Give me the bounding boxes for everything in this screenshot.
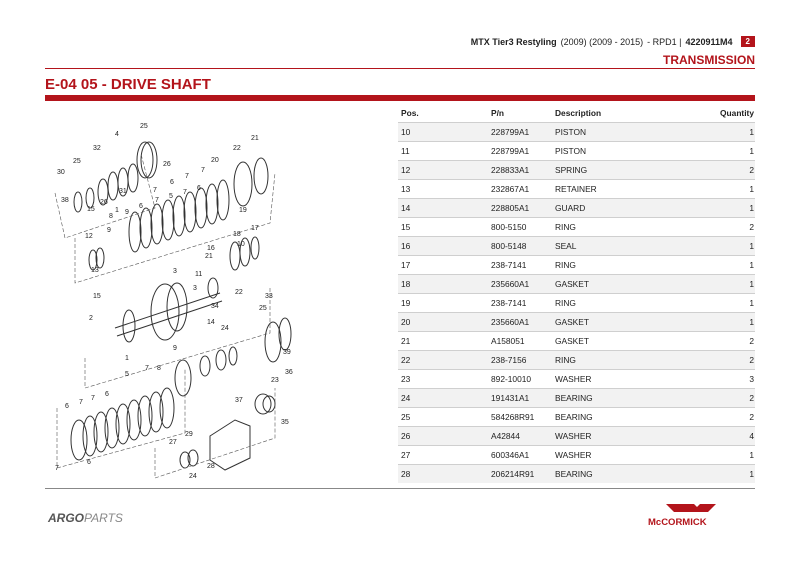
cell-pos: 24 bbox=[398, 388, 488, 407]
callout: 7 bbox=[153, 187, 157, 194]
callout: 8 bbox=[109, 213, 113, 220]
callout: 24 bbox=[189, 473, 197, 480]
cell-quantity: 2 bbox=[669, 350, 755, 369]
callout: 5 bbox=[125, 371, 129, 378]
page-number-badge: 2 bbox=[741, 36, 755, 47]
cell-pn: 238-7141 bbox=[488, 255, 552, 274]
cell-description: GASKET bbox=[552, 331, 669, 350]
callout: 26 bbox=[100, 199, 108, 206]
callout: 38 bbox=[61, 197, 69, 204]
cell-pn: 238-7141 bbox=[488, 293, 552, 312]
cell-pos: 28 bbox=[398, 464, 488, 483]
cell-pn: 228833A1 bbox=[488, 160, 552, 179]
cell-pos: 11 bbox=[398, 141, 488, 160]
cell-pn: A158051 bbox=[488, 331, 552, 350]
callout: 7 bbox=[145, 365, 149, 372]
table-row bbox=[398, 312, 755, 331]
cell-pos: 17 bbox=[398, 255, 488, 274]
table-row bbox=[398, 198, 755, 217]
cell-pn: 228799A1 bbox=[488, 122, 552, 141]
cell-description: GASKET bbox=[552, 312, 669, 331]
callout: 17 bbox=[251, 225, 259, 232]
main-shaft bbox=[115, 278, 222, 342]
cell-quantity: 2 bbox=[669, 388, 755, 407]
callout: 22 bbox=[233, 145, 241, 152]
callout: 2 bbox=[89, 315, 93, 322]
title-bar bbox=[45, 95, 755, 101]
cell-description: GUARD bbox=[552, 198, 669, 217]
cell-description: WASHER bbox=[552, 445, 669, 464]
callout: 29 bbox=[185, 431, 193, 438]
callout: 15 bbox=[93, 293, 101, 300]
callout: 9 bbox=[107, 227, 111, 234]
callout: 34 bbox=[211, 303, 219, 310]
page-title: E-04 05 - DRIVE SHAFT bbox=[45, 76, 211, 93]
cell-quantity: 1 bbox=[669, 312, 755, 331]
cell-quantity: 1 bbox=[669, 236, 755, 255]
cell-pn: 600346A1 bbox=[488, 445, 552, 464]
upper-clutch-pack bbox=[129, 158, 268, 252]
cell-pn: 584268R91 bbox=[488, 407, 552, 426]
table-row bbox=[398, 179, 755, 198]
callout: 1 bbox=[115, 207, 119, 214]
callout: 9 bbox=[173, 345, 177, 352]
cell-description: GASKET bbox=[552, 274, 669, 293]
callout: 7 bbox=[91, 395, 95, 402]
header-divider bbox=[45, 68, 755, 69]
column-header-description: Description bbox=[555, 107, 602, 118]
callout: 21 bbox=[251, 135, 259, 142]
table-row bbox=[398, 350, 755, 369]
table-row bbox=[398, 293, 755, 312]
callout: 7 bbox=[183, 189, 187, 196]
cell-description: RING bbox=[552, 255, 669, 274]
callout: 3 bbox=[173, 268, 177, 275]
callout: 12 bbox=[85, 233, 93, 240]
table-row bbox=[398, 426, 755, 445]
cell-pos: 15 bbox=[398, 217, 488, 236]
table-row bbox=[398, 274, 755, 293]
cell-quantity: 2 bbox=[669, 160, 755, 179]
callout: 6 bbox=[65, 403, 69, 410]
cell-description: RING bbox=[552, 293, 669, 312]
table-row bbox=[398, 369, 755, 388]
callout: 7 bbox=[55, 465, 59, 472]
cell-pos: 19 bbox=[398, 293, 488, 312]
cell-pos: 21 bbox=[398, 331, 488, 350]
callout: 36 bbox=[285, 369, 293, 376]
cell-quantity: 4 bbox=[669, 426, 755, 445]
table-row bbox=[398, 217, 755, 236]
column-header-pos: Pos. bbox=[401, 107, 419, 118]
cell-pos: 14 bbox=[398, 198, 488, 217]
cell-pn: 235660A1 bbox=[488, 312, 552, 331]
cell-description: BEARING bbox=[552, 388, 669, 407]
table-row bbox=[398, 122, 755, 141]
table-row bbox=[398, 388, 755, 407]
callout: 25 bbox=[140, 123, 148, 130]
parts-table bbox=[398, 104, 755, 483]
callout: 27 bbox=[169, 439, 177, 446]
cell-quantity: 1 bbox=[669, 198, 755, 217]
cell-quantity: 1 bbox=[669, 122, 755, 141]
callout: 15 bbox=[87, 206, 95, 213]
upper-gear-assembly bbox=[74, 142, 157, 212]
callout: 7 bbox=[79, 399, 83, 406]
lower-housing bbox=[180, 394, 275, 470]
callout: 26 bbox=[163, 161, 171, 168]
callout: 25 bbox=[73, 158, 81, 165]
cell-pn: 228805A1 bbox=[488, 198, 552, 217]
table-row bbox=[398, 407, 755, 426]
callout: 4 bbox=[115, 131, 119, 138]
cell-pos: 20 bbox=[398, 312, 488, 331]
cell-pos: 22 bbox=[398, 350, 488, 369]
callout: 6 bbox=[105, 391, 109, 398]
cell-quantity: 1 bbox=[669, 293, 755, 312]
callout: 18 bbox=[233, 231, 241, 238]
callout: 37 bbox=[235, 397, 243, 404]
table-header-row bbox=[398, 104, 755, 122]
cell-quantity: 1 bbox=[669, 141, 755, 160]
cell-quantity: 1 bbox=[669, 179, 755, 198]
cell-pn: A42844 bbox=[488, 426, 552, 445]
column-header-quantity: Quantity bbox=[720, 107, 754, 118]
callout: 24 bbox=[221, 325, 229, 332]
callout: 6 bbox=[87, 459, 91, 466]
callout: 14 bbox=[207, 319, 215, 326]
callout: 6 bbox=[170, 179, 174, 186]
cell-description: RING bbox=[552, 217, 669, 236]
cell-pos: 16 bbox=[398, 236, 488, 255]
mccormick-wordmark: McCORMICK bbox=[648, 517, 707, 528]
cell-quantity: 2 bbox=[669, 217, 755, 236]
cell-quantity: 1 bbox=[669, 445, 755, 464]
cell-pos: 26 bbox=[398, 426, 488, 445]
cell-pn: 206214R91 bbox=[488, 464, 552, 483]
callout: 23 bbox=[271, 377, 279, 384]
callout: 5 bbox=[169, 193, 173, 200]
header-document-info bbox=[471, 36, 755, 47]
callout: 6 bbox=[139, 203, 143, 210]
table-row bbox=[398, 141, 755, 160]
callout: 19 bbox=[239, 207, 247, 214]
callout: 13 bbox=[91, 267, 99, 274]
lower-clutch-pack bbox=[71, 318, 291, 460]
cell-pn: 238-7156 bbox=[488, 350, 552, 369]
table-row bbox=[398, 331, 755, 350]
cell-pos: 18 bbox=[398, 274, 488, 293]
cell-quantity: 1 bbox=[669, 464, 755, 483]
callout: 1 bbox=[125, 355, 129, 362]
cell-description: PISTON bbox=[552, 141, 669, 160]
callout: 9 bbox=[125, 209, 129, 216]
cell-description: WASHER bbox=[552, 369, 669, 388]
cell-description: PISTON bbox=[552, 122, 669, 141]
cell-quantity: 2 bbox=[669, 407, 755, 426]
exploded-parts-diagram bbox=[45, 108, 335, 488]
callout: 39 bbox=[283, 349, 291, 356]
callout: 3 bbox=[193, 285, 197, 292]
model-code: - RPD1 | bbox=[647, 36, 682, 47]
table-row bbox=[398, 464, 755, 483]
cell-description: SEAL bbox=[552, 236, 669, 255]
cell-pn: 892-10010 bbox=[488, 369, 552, 388]
argoparts-logo: ARGOPARTS bbox=[48, 511, 123, 525]
table-body bbox=[398, 122, 755, 483]
cell-quantity: 1 bbox=[669, 274, 755, 293]
model-name: MTX Tier3 Restyling bbox=[470, 36, 557, 47]
upper-rings bbox=[89, 237, 259, 270]
callout: 22 bbox=[235, 289, 243, 296]
cell-pos: 25 bbox=[398, 407, 488, 426]
table-row bbox=[398, 255, 755, 274]
cell-pn: 228799A1 bbox=[488, 141, 552, 160]
cell-pos: 27 bbox=[398, 445, 488, 464]
model-years: (2009) (2009 - 2015) bbox=[560, 36, 644, 47]
cell-pn: 235660A1 bbox=[488, 274, 552, 293]
callout: 21 bbox=[205, 253, 213, 260]
cell-description: BEARING bbox=[552, 407, 669, 426]
callout: 28 bbox=[207, 463, 215, 470]
cell-pos: 10 bbox=[398, 122, 488, 141]
callout: 7 bbox=[201, 167, 205, 174]
cell-description: SPRING bbox=[552, 160, 669, 179]
cell-description: BEARING bbox=[552, 464, 669, 483]
cell-pos: 12 bbox=[398, 160, 488, 179]
callout: 25 bbox=[259, 305, 267, 312]
cell-pn: 191431A1 bbox=[488, 388, 552, 407]
callout: 6 bbox=[197, 185, 201, 192]
footer-divider bbox=[45, 488, 755, 489]
cell-pn: 800-5148 bbox=[488, 236, 552, 255]
cell-pn: 800-5150 bbox=[488, 217, 552, 236]
cell-quantity: 1 bbox=[669, 255, 755, 274]
section-title: TRANSMISSION bbox=[662, 53, 755, 67]
callout: 7 bbox=[185, 173, 189, 180]
callout: 20 bbox=[211, 157, 219, 164]
callout: 10 bbox=[237, 241, 245, 248]
callout: 33 bbox=[265, 293, 273, 300]
cell-description: RETAINER bbox=[552, 179, 669, 198]
callout: 32 bbox=[93, 145, 101, 152]
cell-quantity: 3 bbox=[669, 369, 755, 388]
document-ref: 4220911M4 bbox=[685, 36, 733, 47]
callout: 11 bbox=[195, 271, 203, 278]
cell-description: RING bbox=[552, 350, 669, 369]
callout: 30 bbox=[57, 169, 65, 176]
callout: 8 bbox=[157, 365, 161, 372]
column-header-pn: P/n bbox=[491, 107, 505, 118]
callout: 35 bbox=[281, 419, 289, 426]
cell-description: WASHER bbox=[552, 426, 669, 445]
table-row bbox=[398, 445, 755, 464]
table-row bbox=[398, 236, 755, 255]
callout: 16 bbox=[207, 245, 215, 252]
cell-quantity: 2 bbox=[669, 331, 755, 350]
table-row bbox=[398, 160, 755, 179]
callout: 31 bbox=[119, 188, 127, 195]
cell-pos: 23 bbox=[398, 369, 488, 388]
cell-pn: 232867A1 bbox=[488, 179, 552, 198]
callout: 7 bbox=[155, 197, 159, 204]
cell-pos: 13 bbox=[398, 179, 488, 198]
